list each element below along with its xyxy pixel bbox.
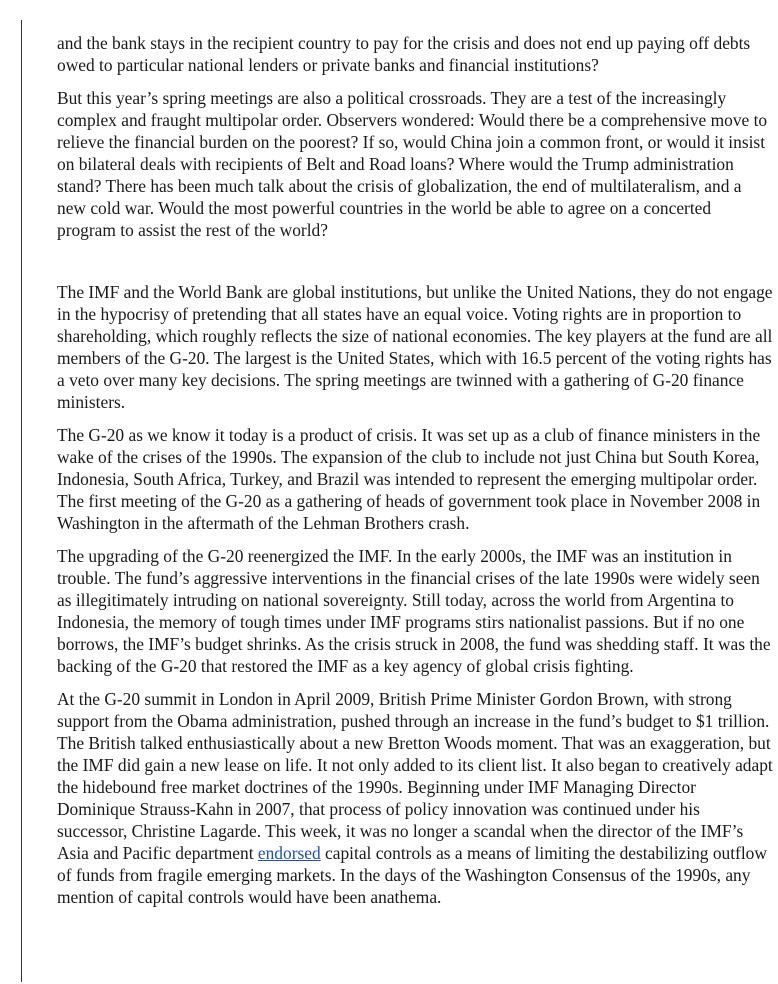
article-body xyxy=(57,32,773,919)
paragraph-london-summit xyxy=(57,688,773,908)
endorsed-link[interactable]: endorsed xyxy=(257,843,321,863)
paragraph-continuation: and the bank stays in the recipient country to pay for the crisis and does not end up paying off debts owed to particular national lenders or private banks and financial institutions? xyxy=(57,33,751,75)
paragraph-spring-meetings: But this year’s spring meetings are also a political crossroads. They are a test of the increasingly complex and fraught multipolar order. Observers wondered: Would there be a comprehensive move to relieve the financial burden on the poorest? If so, would China join a common front, or would it insist on bilateral deals with recipients of Belt and Road loans? Where would the Trump administration stand? There has been much talk about the crisis of globalization, the end of multilateralism, and a new cold war. Would the most powerful countries in the world be able to agree on a concerted program to assist the rest of the world? xyxy=(57,88,768,240)
paragraph-g20-reenergized-imf: The upgrading of the G-20 reenergized the IMF. In the early 2000s, the IMF was an institution in trouble. The fund’s aggressive interventions in the financial crises of the late 1990s were widely seen as illegitimately intruding on national sovereignty. Still today, across the world from Argentina to Indonesia, the memory of tough times under IMF programs stirs nationalist passions. But if no one borrows, the IMF’s budget shrinks. As the crisis struck in 2008, the fund was shedding staff. It was the backing of the G-20 that restored the IMF as a key agency of global crisis fighting. xyxy=(57,546,771,676)
paragraph-imf-world-bank: The IMF and the World Bank are global institutions, but unlike the United Nations, they do not engage in the hypocrisy of pretending that all states have an equal voice. Voting rights are in proportion to shareholding, which roughly reflects the size of national economies. The key players at the fund are all members of the G-20. The largest is the United States, which with 16.5 percent of the voting rights has a veto over many key decisions. The spring meetings are twinned with a gathering of G-20 finance ministers. xyxy=(57,282,773,412)
margin-rule xyxy=(21,20,22,982)
paragraph-g20-origin: The G-20 as we know it today is a product of crisis. It was set up as a club of finance ministers in the wake of the crises of the 1990s. The expansion of the club to include not just China but South Korea, Indonesia, South Africa, Turkey, and Brazil was intended to represent the emerging multipolar order. The first meeting of the G-20 as a gathering of heads of government took place in November 2008 in Washington in the aftermath of the Lehman Brothers crash. xyxy=(57,425,761,533)
paragraph-text-after-link: capital controls as a means of limiting the destabilizing outflow of funds from fragile emerging markets. In the days of the Washington Consensus of the 1990s, any mention of capital controls would have been anathema. xyxy=(57,843,767,907)
paragraph-text-before-link: At the G-20 summit in London in April 2009, British Prime Minister Gordon Brown, with strong support from the Obama administration, pushed through an increase in the fund’s budget to $1 trillion. The British talked enthusiastically about a new Bretton Woods moment. That was an exaggeration, but the IMF did gain a new lease on life. It not only added to its client list. It also began to creatively adapt the hidebound free market doctrines of the 1990s. Beginning under IMF Managing Director Dominique Strauss-Kahn in 2007, that process of policy innovation was continued under his successor, Christine Lagarde. This week, it was no longer a scandal when the director of the IMF’s Asia and Pacific department xyxy=(57,689,773,863)
